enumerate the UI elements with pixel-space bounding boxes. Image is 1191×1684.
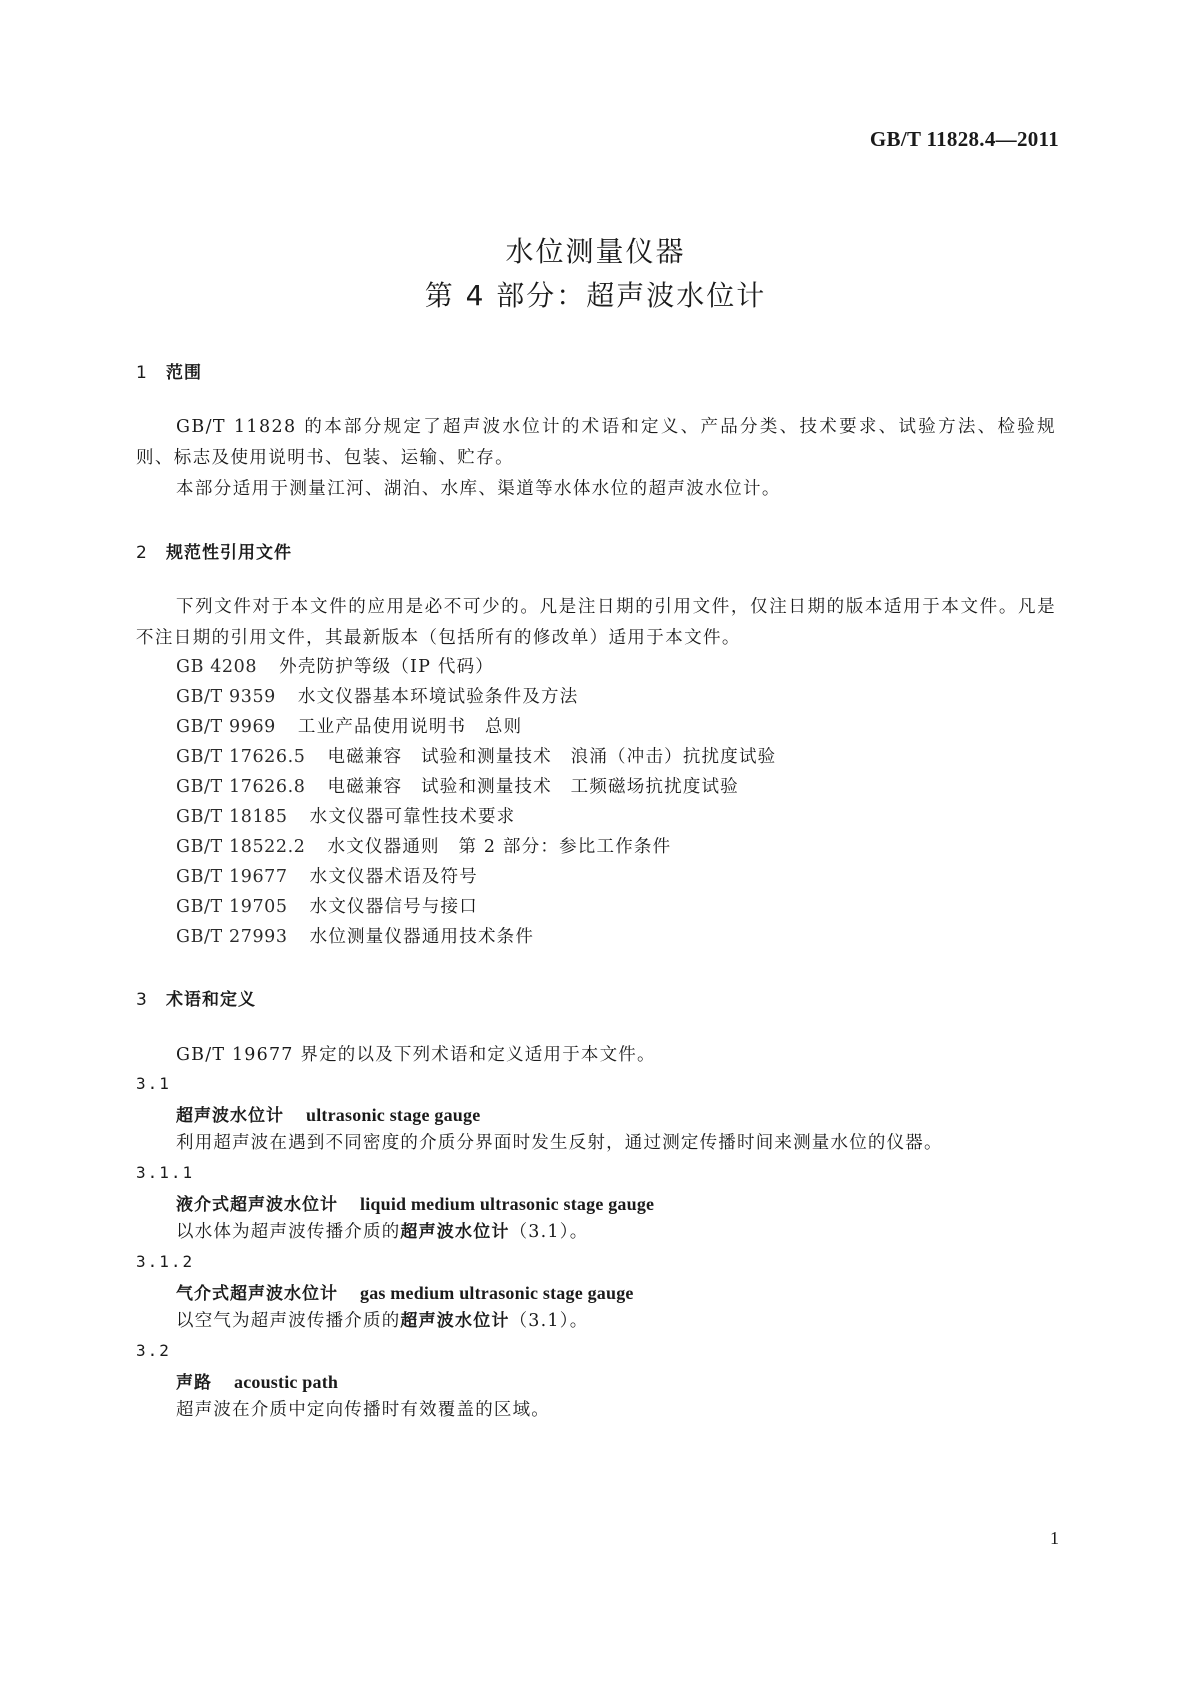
section-number: 3 bbox=[136, 990, 148, 1010]
section-number: 1 bbox=[136, 363, 148, 383]
reference-title: 水文仪器信号与接口 bbox=[309, 897, 478, 917]
reference-item bbox=[176, 772, 739, 802]
reference-item bbox=[176, 652, 494, 682]
reference-item bbox=[176, 862, 478, 892]
title-line-1: 水位测量仪器 bbox=[505, 235, 686, 268]
reference-title: 电磁兼容 试验和测量技术 工频磁场抗扰度试验 bbox=[327, 777, 739, 797]
reference-item bbox=[176, 892, 478, 922]
reference-title: 外壳防护等级（IP 代码） bbox=[279, 657, 494, 677]
term-name-zh: 声路 bbox=[176, 1373, 212, 1393]
standard-number: GB/T 11828.4—2011 bbox=[869, 127, 1059, 151]
term-name bbox=[176, 1368, 338, 1393]
reference-item bbox=[176, 682, 578, 712]
section-title: 规范性引用文件 bbox=[166, 543, 292, 563]
term-name-en: ultrasonic stage gauge bbox=[306, 1105, 481, 1125]
term-name bbox=[176, 1101, 480, 1126]
reference-title: 水位测量仪器通用技术条件 bbox=[309, 927, 535, 947]
section-1-paragraph-1: GB/T 11828 的本部分规定了超声波水位计的术语和定义、产品分类、技术要求、试验方法、检验规则、标志及使用说明书、包装、运输、贮存。 bbox=[136, 417, 1056, 468]
reference-code: GB/T 18522.2 bbox=[176, 837, 306, 857]
reference-code: GB/T 19677 bbox=[176, 867, 288, 887]
reference-item bbox=[176, 922, 534, 952]
term-name-zh: 液介式超声波水位计 bbox=[176, 1195, 338, 1215]
reference-item bbox=[176, 742, 776, 772]
section-number: 2 bbox=[136, 543, 148, 563]
page-number: 1 bbox=[1050, 1528, 1059, 1548]
term-cross-reference: 超声波水位计 bbox=[400, 1311, 510, 1331]
term-number: 3.1.2 bbox=[136, 1252, 195, 1271]
section-2-heading bbox=[136, 538, 292, 563]
term-name-en: gas medium ultrasonic stage gauge bbox=[360, 1283, 634, 1303]
term-definition: 超声波在介质中定向传播时有效覆盖的区域。 bbox=[176, 1400, 550, 1420]
term-name-zh: 超声波水位计 bbox=[176, 1106, 284, 1126]
definition-text: （3.1）。 bbox=[509, 1222, 589, 1242]
term-number: 3.2 bbox=[136, 1341, 171, 1360]
reference-title: 工业产品使用说明书 总则 bbox=[297, 717, 523, 737]
section-title: 术语和定义 bbox=[166, 990, 256, 1010]
reference-item bbox=[176, 712, 522, 742]
term-cross-reference: 超声波水位计 bbox=[400, 1222, 510, 1242]
term-name-en: acoustic path bbox=[234, 1372, 339, 1392]
section-1-paragraph-2: 本部分适用于测量江河、湖泊、水库、渠道等水体水位的超声波水位计。 bbox=[176, 479, 781, 499]
reference-code: GB/T 17626.5 bbox=[176, 747, 306, 767]
term-definition bbox=[176, 1306, 588, 1336]
term-name bbox=[176, 1190, 654, 1215]
term-name-en: liquid medium ultrasonic stage gauge bbox=[360, 1194, 655, 1214]
term-number: 3.1 bbox=[136, 1074, 171, 1093]
reference-code: GB/T 9969 bbox=[176, 717, 276, 737]
definition-text: 以水体为超声波传播介质的 bbox=[176, 1222, 401, 1242]
reference-item bbox=[176, 832, 671, 862]
reference-code: GB/T 9359 bbox=[176, 687, 276, 707]
term-definition: 利用超声波在遇到不同密度的介质分界面时发生反射，通过测定传播时间来测量水位的仪器。 bbox=[176, 1133, 943, 1153]
section-1-heading bbox=[136, 358, 202, 383]
reference-title: 水文仪器可靠性技术要求 bbox=[309, 807, 516, 827]
term-name bbox=[176, 1279, 634, 1304]
reference-title: 水文仪器通则 第 2 部分：参比工作条件 bbox=[327, 837, 672, 857]
reference-title: 电磁兼容 试验和测量技术 浪涌（冲击）抗扰度试验 bbox=[327, 747, 777, 767]
section-title: 范围 bbox=[166, 363, 202, 383]
term-definition bbox=[176, 1217, 588, 1247]
reference-title: 水文仪器基本环境试验条件及方法 bbox=[297, 687, 579, 707]
section-3-heading bbox=[136, 985, 256, 1010]
section-3-intro: GB/T 19677 界定的以及下列术语和定义适用于本文件。 bbox=[176, 1045, 656, 1065]
definition-text: （3.1）。 bbox=[509, 1311, 589, 1331]
reference-title: 水文仪器术语及符号 bbox=[309, 867, 478, 887]
reference-code: GB/T 17626.8 bbox=[176, 777, 306, 797]
reference-code: GB/T 19705 bbox=[176, 897, 288, 917]
title-line-2: 第 4 部分：超声波水位计 bbox=[424, 279, 767, 312]
term-name-zh: 气介式超声波水位计 bbox=[176, 1284, 338, 1304]
document-title bbox=[0, 230, 1191, 318]
reference-code: GB 4208 bbox=[176, 657, 258, 677]
reference-code: GB/T 18185 bbox=[176, 807, 288, 827]
definition-text: 以空气为超声波传播介质的 bbox=[176, 1311, 401, 1331]
reference-code: GB/T 27993 bbox=[176, 927, 288, 947]
section-2-paragraph-1: 下列文件对于本文件的应用是必不可少的。凡是注日期的引用文件，仅注日期的版本适用于本文件。凡是不注日期的引用文件，其最新版本（包括所有的修改单）适用于本文件。 bbox=[136, 597, 1056, 648]
term-number: 3.1.1 bbox=[136, 1163, 195, 1182]
reference-item bbox=[176, 802, 515, 832]
